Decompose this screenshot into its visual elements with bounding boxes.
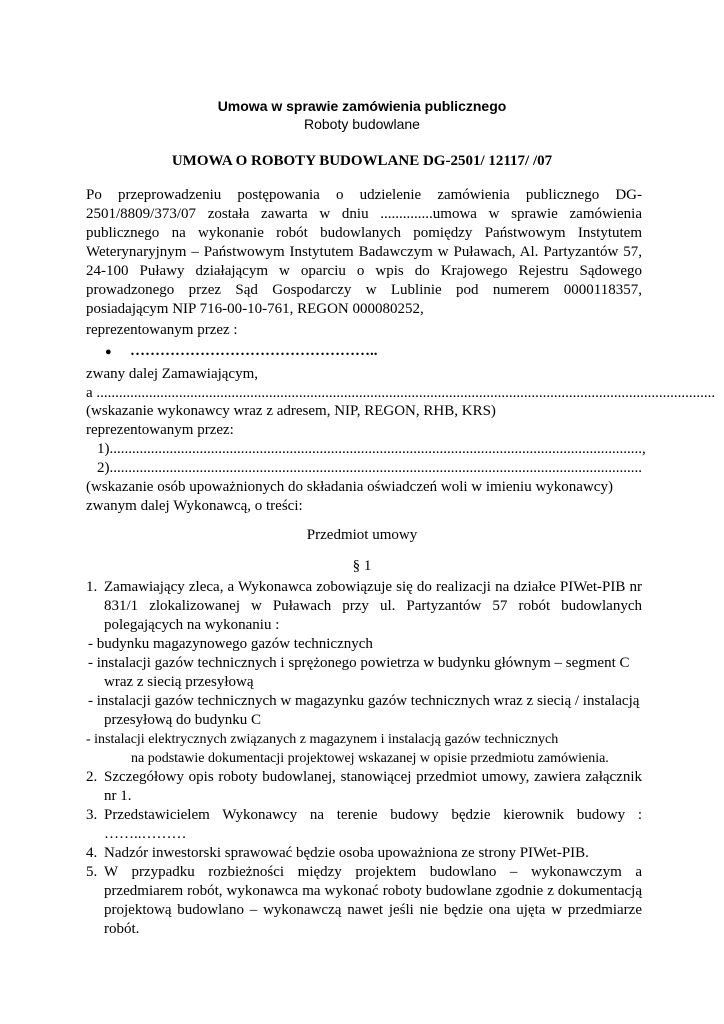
bullet-icon: ● [105,346,112,358]
contractor-representative-2: 2).............................................................................................................................................. [97,460,642,476]
list-item [86,844,642,863]
item-number: 3. [86,807,98,823]
item-text: Zamawiający zleca, a Wykonawca zobowiązuje się do realizacji na działce PIWet-PIB nr 831/1 zlokalizowanej w Puławach przy ul. Partyzantów 57 robót budowlanych polegających na wykonaniu : [104,579,642,633]
list-item [86,806,642,844]
item-number: 1. [86,579,98,595]
sub-item-text: na podstawie dokumentacji projektowej wskazanej w opisie przedmiotu zamówienia. [131,751,609,766]
list-item [86,578,642,635]
contractor-line: a ..................................................................................................................................................................... [86,385,716,401]
called-contractor: zwanym dalej Wykonawcą, o treści: [86,498,303,514]
item-number: 2. [86,769,98,785]
paragraph-symbol: § 1 [352,558,372,574]
item-number: 4. [86,845,98,861]
document-subtitle: Roboty budowlane [304,116,420,132]
sub-item-continuation [86,749,642,768]
ordering-representative-placeholder: ………………………………………….. [130,343,378,359]
document-title: Umowa w sprawie zamówienia publicznego [217,98,507,114]
obligations-list [86,578,642,939]
intro-paragraph: Po przeprowadzeniu postępowania o udzielenie zamówienia publicznego DG-2501/8809/373/07 została zawarta w dniu ..............umowa w sprawie zamówienia publicznego na wykonanie robót budowlanych pomiędzy Państwowym Instytutem Weterynaryjnym – Państwowym Instytutem Badawczym w Puławach, Al. Partyzantów 57, 24-100 Puławy działającym w oparciu o wpis do Krajowego Rejestru Sądowego prowadzonego przez Sąd Gospodarczy w Lublinie pod numerem 0000118357, posiadającym NIP 716-00-10-761, REGON 000080252, [86,187,642,317]
sub-item-text: - instalacji gazów technicznych w magazynku gazów technicznych wraz z siecią / instalacją [88,693,640,709]
item-number: 5. [86,864,98,880]
sub-item-text: wraz z siecią przesyłową [104,674,254,690]
item-text: Przedstawicielem Wykonawcy na terenie budowy będzie kierownik budowy : ……..……… [104,807,642,842]
sub-item-text: przesyłową do budynku C [104,712,262,728]
sub-item-text: - instalacji gazów technicznych i sprężonego powietrza w budynku głównym – segment C [88,655,630,671]
persons-hint: (wskazanie osób upoważnionych do składania oświadczeń woli w imieniu wykonawcy) [86,479,613,495]
sub-item [86,654,642,673]
sub-item-continuation [86,711,642,730]
section-heading: Przedmiot umowy [306,527,418,543]
sub-item-continuation [86,673,642,692]
represented-by-label-2: reprezentowanym przez: [86,422,234,438]
sub-item [86,730,642,749]
item-text: W przypadku rozbieżności między projektem budowlano – wykonawczym a przedmiarem robót, wykonawca ma wykonać roboty budowlane zgodnie z dokumentacją projektową budowlano – wykonawczą nawet jeśli nie będzie ona ujęta w przedmiarze robót. [104,864,642,937]
sub-item [86,635,642,654]
list-item [86,768,642,806]
called-ordering-party: zwany dalej Zamawiającym, [86,366,259,382]
sub-item-text: - instalacji elektrycznych związanych z magazynem i instalacją gazów technicznych [86,732,559,747]
sub-item [86,692,642,711]
list-item [86,863,642,939]
represented-by-label: reprezentowanym przez : [86,322,238,338]
contractor-hint: (wskazanie wykonawcy wraz z adresem, NIP, REGON, RHB, KRS) [86,403,496,419]
contract-title: UMOWA O ROBOTY BUDOWLANE DG-2501/ 12117/ /07 [171,153,553,169]
item-text: Nadzór inwestorski sprawować będzie osoba upoważniona ze strony PIWet-PIB. [104,845,589,861]
contractor-representative-1: 1).............................................................................................................................................., [97,441,646,457]
sub-item-text: - budynku magazynowego gazów technicznych [88,636,373,652]
item-text: Szczegółowy opis roboty budowlanej, stanowiącej przedmiot umowy, zawiera załącznik nr 1. [104,769,642,804]
